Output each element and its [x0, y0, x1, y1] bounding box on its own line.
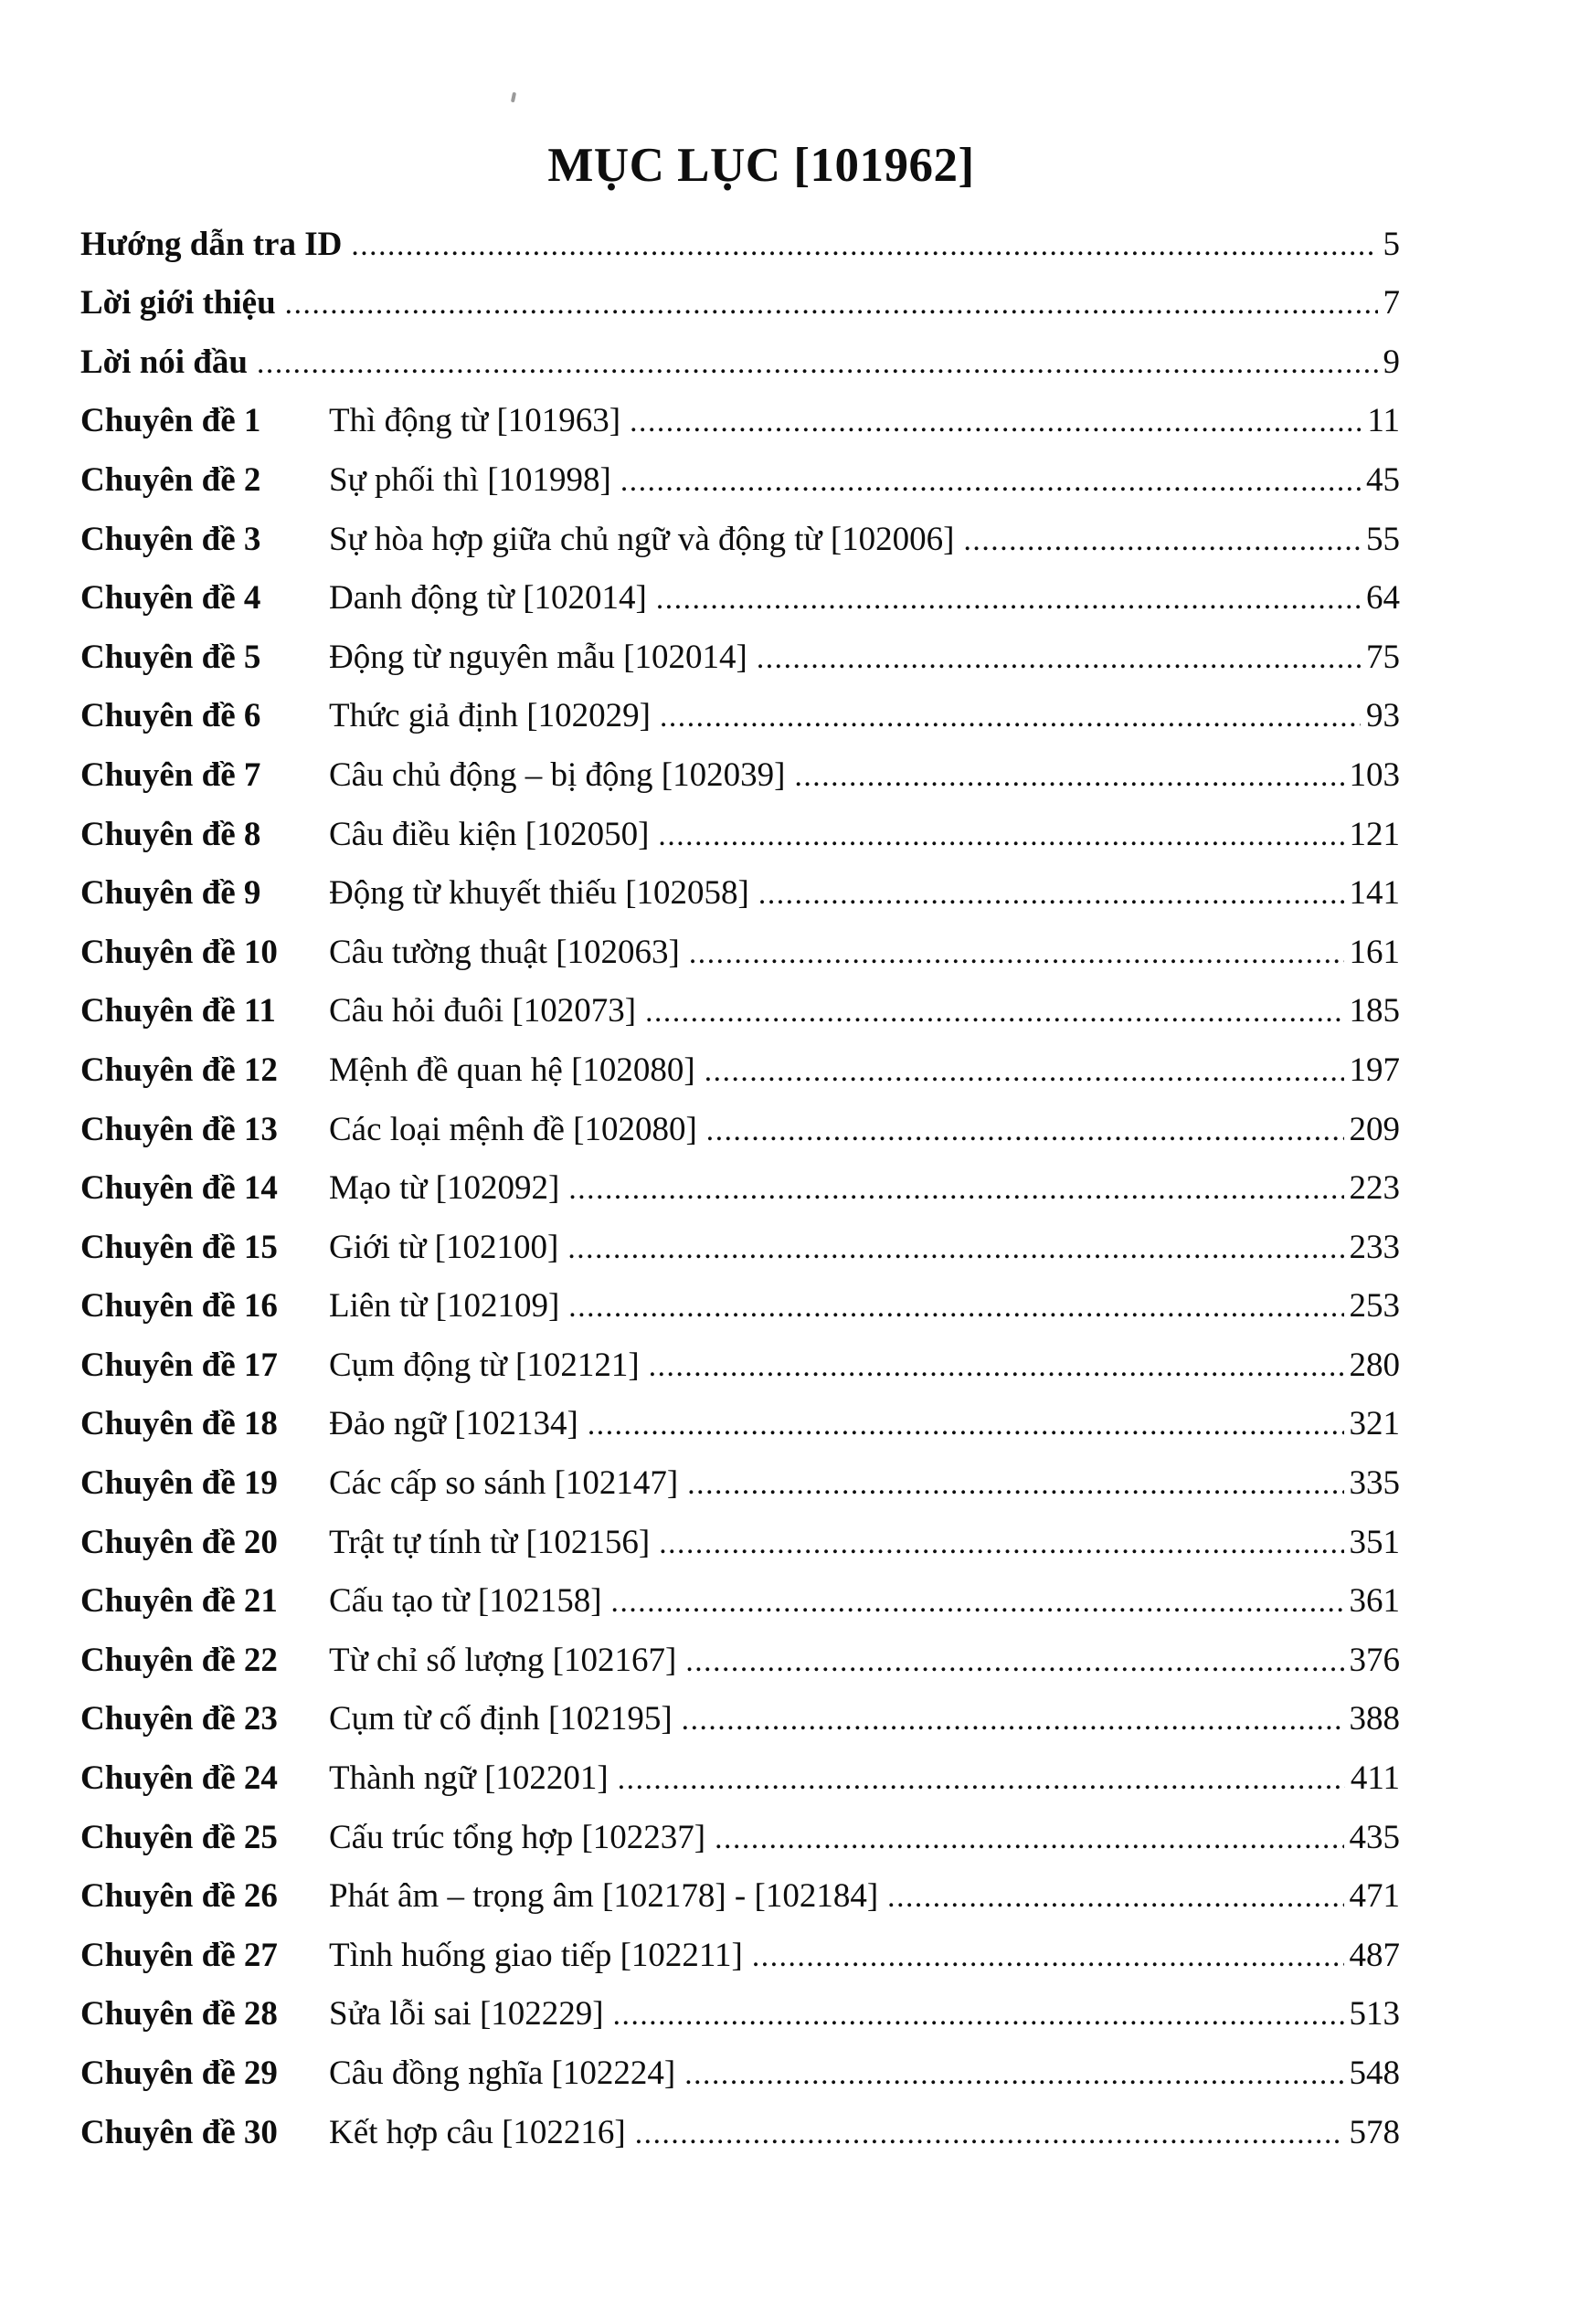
dot-leader	[351, 216, 1377, 276]
toc-entry-title: Cụm từ cố định [102195]	[329, 1700, 673, 1738]
dot-leader	[689, 924, 1344, 984]
toc-entry-title: Phát âm – trọng âm [102178] - [102184]	[329, 1877, 879, 1916]
toc-row	[80, 1514, 1400, 1573]
toc-row	[80, 982, 1400, 1041]
toc-entry-label: Chuyên đề 23	[80, 1700, 278, 1738]
toc-row	[80, 864, 1400, 924]
toc-entry-title: Mạo từ [102092]	[329, 1169, 560, 1208]
dot-leader	[757, 629, 1361, 689]
toc-content	[80, 137, 1400, 2162]
toc-entry-page: 361	[1349, 1582, 1400, 1621]
toc-row	[80, 1927, 1400, 1986]
toc-entry-title: Trật tự tính từ [102156]	[329, 1523, 651, 1561]
dot-leader	[649, 1336, 1344, 1397]
scan-speck-artifact	[511, 92, 516, 103]
toc-entry-title: Tình huống giao tiếp [102211]	[329, 1936, 743, 1974]
toc-entry-label: Chuyên đề 4	[80, 579, 261, 618]
toc-entry-page: 161	[1349, 933, 1400, 971]
toc-entry-page: 548	[1349, 2055, 1400, 2092]
toc-entry-title: Câu đồng nghĩa [102224]	[329, 2055, 676, 2092]
dot-leader	[758, 864, 1344, 924]
toc-row	[80, 1749, 1400, 1809]
toc-entry-page: 487	[1349, 1936, 1400, 1974]
toc-entry-label: Chuyên đề 20	[80, 1523, 278, 1561]
toc-entry-page: 335	[1349, 1464, 1400, 1503]
toc-entry-page: 376	[1349, 1641, 1400, 1679]
toc-row	[80, 746, 1400, 806]
toc-entry-title: Đảo ngữ [102134]	[329, 1405, 578, 1443]
toc-entry-title: Động từ nguyên mẫu [102014]	[329, 638, 747, 676]
toc-list	[80, 216, 1400, 2163]
toc-entry-label: Chuyên đề 12	[80, 1051, 278, 1089]
toc-row	[80, 451, 1400, 511]
toc-entry-page: 75	[1366, 638, 1400, 676]
dot-leader	[630, 392, 1362, 452]
toc-entry-page: 435	[1349, 1818, 1400, 1856]
toc-entry-page: 253	[1349, 1287, 1400, 1326]
toc-row	[80, 569, 1400, 629]
toc-entry-label: Chuyên đề 18	[80, 1405, 278, 1443]
toc-entry-title: Câu chủ động – bị động [102039]	[329, 755, 786, 794]
toc-entry-label: Chuyên đề 29	[80, 2055, 278, 2092]
dot-leader	[794, 746, 1343, 807]
toc-entry-page: 280	[1349, 1346, 1400, 1384]
toc-entry-label: Chuyên đề 2	[80, 460, 261, 499]
toc-entry-label: Chuyên đề 22	[80, 1641, 278, 1679]
toc-entry-title: Sự hòa hợp giữa chủ ngữ và động từ [102006]	[329, 520, 955, 558]
toc-entry-page: 351	[1349, 1523, 1400, 1561]
dot-leader	[635, 2104, 1344, 2164]
toc-entry-label: Chuyên đề 28	[80, 1995, 278, 2034]
dot-leader	[620, 451, 1361, 512]
toc-row	[80, 1632, 1400, 1691]
toc-entry-title: Các loại mệnh đề [102080]	[329, 1110, 697, 1148]
dot-leader	[752, 1927, 1344, 1987]
toc-entry-title: Giới từ [102100]	[329, 1228, 559, 1266]
toc-entry-title: Danh động từ [102014]	[329, 579, 647, 618]
toc-entry-page: 471	[1349, 1877, 1400, 1916]
toc-entry-label: Chuyên đề 7	[80, 755, 261, 794]
toc-entry-page: 64	[1366, 579, 1400, 618]
toc-entry-title: Động từ khuyết thiếu [102058]	[329, 874, 749, 913]
toc-entry-page: 11	[1367, 402, 1400, 440]
toc-entry-page: 93	[1366, 697, 1400, 735]
toc-row	[80, 1985, 1400, 2044]
dot-leader	[613, 1985, 1344, 2045]
dot-leader	[658, 806, 1343, 866]
toc-entry-title: Từ chỉ số lượng [102167]	[329, 1641, 677, 1679]
toc-entry-page: 7	[1383, 284, 1400, 322]
toc-entry-title: Thức giả định [102029]	[329, 697, 651, 735]
toc-entry-page: 103	[1349, 755, 1400, 794]
toc-row	[80, 1454, 1400, 1514]
toc-entry-label: Chuyên đề 25	[80, 1818, 278, 1856]
dot-leader	[568, 1277, 1343, 1337]
toc-row	[80, 1572, 1400, 1632]
dot-leader	[659, 1514, 1343, 1574]
toc-entry-label: Chuyên đề 3	[80, 520, 261, 558]
dot-leader	[964, 511, 1362, 571]
dot-leader	[568, 1159, 1343, 1220]
toc-entry-label: Chuyên đề 9	[80, 874, 261, 913]
toc-entry-label: Chuyên đề 21	[80, 1582, 278, 1621]
toc-entry-title: Câu hỏi đuôi [102073]	[329, 992, 637, 1030]
toc-row	[80, 1159, 1400, 1219]
toc-entry-label: Chuyên đề 30	[80, 2113, 278, 2151]
toc-entry-page: 45	[1366, 460, 1400, 499]
dot-leader	[618, 1749, 1345, 1810]
toc-entry-label: Chuyên đề 14	[80, 1169, 278, 1208]
toc-entry-label: Chuyên đề 1	[80, 402, 261, 440]
toc-row	[80, 392, 1400, 451]
toc-entry-label: Chuyên đề 19	[80, 1464, 278, 1503]
toc-row	[80, 1809, 1400, 1868]
toc-entry-label: Lời giới thiệu	[80, 284, 276, 322]
toc-entry-label: Chuyên đề 11	[80, 992, 276, 1030]
toc-entry-title: Thành ngữ [102201]	[329, 1759, 609, 1798]
dot-leader	[567, 1219, 1343, 1279]
toc-entry-page: 578	[1349, 2113, 1400, 2151]
dot-leader	[687, 1454, 1343, 1515]
dot-leader	[706, 1101, 1344, 1161]
toc-entry-title: Cấu trúc tổng hợp [102237]	[329, 1818, 706, 1856]
dot-leader	[705, 1041, 1344, 1102]
toc-entry-label: Chuyên đề 27	[80, 1936, 278, 1974]
dot-leader	[257, 333, 1378, 394]
toc-entry-page: 185	[1349, 992, 1400, 1030]
toc-entry-label: Chuyên đề 6	[80, 697, 261, 735]
dot-leader	[588, 1395, 1344, 1455]
toc-entry-page: 197	[1349, 1051, 1400, 1089]
toc-entry-title: Sửa lỗi sai [102229]	[329, 1995, 604, 2034]
toc-entry-label: Chuyên đề 15	[80, 1228, 278, 1266]
toc-entry-title: Mệnh đề quan hệ [102080]	[329, 1051, 695, 1089]
toc-row	[80, 924, 1400, 983]
toc-row	[80, 806, 1400, 865]
dot-leader	[684, 2044, 1343, 2105]
toc-entry-title: Liên từ [102109]	[329, 1287, 560, 1326]
toc-row	[80, 274, 1400, 333]
toc-entry-title: Kết hợp câu [102216]	[329, 2113, 626, 2151]
toc-entry-label: Chuyên đề 8	[80, 815, 261, 853]
toc-entry-page: 321	[1349, 1405, 1400, 1443]
toc-row	[80, 2104, 1400, 2163]
toc-row	[80, 629, 1400, 688]
toc-entry-label: Chuyên đề 24	[80, 1759, 278, 1798]
dot-leader	[685, 1632, 1343, 1692]
toc-entry-title: Thì động từ [101963]	[329, 402, 621, 440]
dot-leader	[682, 1690, 1344, 1750]
dot-leader	[645, 982, 1343, 1042]
toc-entry-page: 233	[1349, 1228, 1400, 1266]
toc-row	[80, 1219, 1400, 1278]
dot-leader	[660, 687, 1361, 747]
toc-row	[80, 1395, 1400, 1454]
page-title: MỤC LỤC [101962]	[547, 139, 975, 192]
toc-row	[80, 1101, 1400, 1160]
toc-entry-page: 209	[1349, 1110, 1400, 1148]
toc-row	[80, 1277, 1400, 1336]
toc-entry-label: Chuyên đề 17	[80, 1346, 278, 1384]
toc-row	[80, 333, 1400, 393]
toc-row	[80, 216, 1400, 275]
dot-leader	[715, 1809, 1343, 1869]
toc-entry-label: Lời nói đầu	[80, 343, 248, 381]
toc-row	[80, 2044, 1400, 2104]
toc-row	[80, 511, 1400, 570]
toc-entry-label: Chuyên đề 13	[80, 1110, 278, 1148]
toc-entry-label: Chuyên đề 16	[80, 1287, 278, 1326]
toc-entry-page: 388	[1349, 1700, 1400, 1738]
toc-entry-page: 9	[1383, 343, 1400, 381]
toc-row	[80, 687, 1400, 746]
toc-entry-label: Chuyên đề 26	[80, 1877, 278, 1916]
toc-row	[80, 1690, 1400, 1749]
toc-row	[80, 1041, 1400, 1101]
toc-entry-title: Cấu tạo từ [102158]	[329, 1582, 602, 1621]
toc-entry-title: Câu điều kiện [102050]	[329, 815, 650, 853]
toc-entry-title: Cụm động từ [102121]	[329, 1346, 640, 1384]
toc-entry-page: 141	[1349, 874, 1400, 913]
toc-row	[80, 1867, 1400, 1927]
dot-leader	[611, 1572, 1344, 1632]
toc-entry-title: Các cấp so sánh [102147]	[329, 1464, 679, 1503]
toc-entry-page: 5	[1383, 225, 1400, 263]
dot-leader	[887, 1867, 1343, 1928]
toc-entry-title: Sự phối thì [101998]	[329, 460, 611, 499]
dot-leader	[285, 274, 1378, 334]
toc-entry-page: 121	[1349, 815, 1400, 853]
toc-entry-page: 411	[1350, 1759, 1400, 1798]
toc-entry-page: 513	[1349, 1995, 1400, 2034]
toc-row	[80, 1336, 1400, 1396]
toc-entry-label: Chuyên đề 10	[80, 933, 278, 971]
toc-entry-page: 223	[1349, 1169, 1400, 1208]
dot-leader	[656, 569, 1361, 629]
toc-entry-label: Chuyên đề 5	[80, 638, 261, 676]
toc-entry-title: Câu tường thuật [102063]	[329, 933, 680, 971]
toc-entry-page: 55	[1366, 520, 1400, 558]
toc-entry-label: Hướng dẫn tra ID	[80, 225, 343, 263]
